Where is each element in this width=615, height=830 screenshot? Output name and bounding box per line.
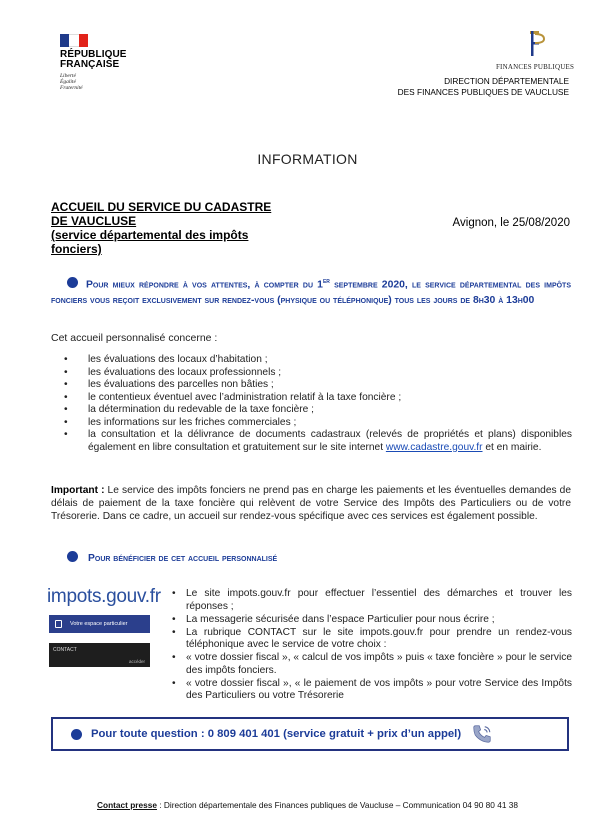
list-item: • La rubrique CONTACT sur le site impots.gouv.fr pour prendre un rendez-vous téléphonique avec le service de votre choix : [172, 627, 572, 652]
list-item [62, 429, 572, 454]
list-item: • La messagerie sécurisée dans l’espace Particulier pour nous écrire ; [172, 614, 572, 627]
important-note [51, 485, 571, 523]
contact-action: accéder [128, 659, 145, 664]
service-title [51, 200, 301, 256]
espace-particulier-button [49, 615, 150, 633]
service-title-line4: fonciers) [51, 242, 102, 256]
motto-fraternite: Fraternité [60, 85, 83, 91]
espace-particulier-label: Votre espace particulier [70, 621, 128, 627]
impots-gouv-logo: impots.gouv.fr [47, 586, 161, 607]
motto-egalite: Égalité [60, 79, 76, 85]
republic-name-line1: RÉPUBLIQUE [60, 49, 127, 60]
important-text: Le service des impôts fonciers ne prend pas en charge les paiements et les éventuelles demandes de délais de paiement de la taxe foncière qui relèvent de votre Service des Impôts des Particuliers ou de votre Trésorerie. Dans ce cadre, un accueil sur rendez-vous spécifique avec ces services est également possible. [51, 485, 571, 522]
direction-header [398, 76, 569, 98]
service-title-line2: DE VAUCLUSE [51, 214, 137, 228]
list-item: • les informations sur les friches commerciales ; [62, 417, 572, 430]
phone-icon [471, 723, 493, 745]
service-title-line1: ACCUEIL DU SERVICE DU CADASTRE [51, 200, 272, 214]
concern-last-text: la consultation et la délivrance de documents cadastraux (relevés de propriétés et plans) disponibles également en libre consultation et gratuitement sur le site internet [88, 429, 572, 453]
list-item: • la détermination du redevable de la taxe foncière ; [62, 404, 572, 417]
blue-bullet-icon [71, 729, 82, 740]
place-date: Avignon, le 25/08/2020 [452, 217, 570, 229]
important-label: Important : [51, 485, 105, 496]
announcement-text-start: Pour mieux répondre à vos attentes, à compter du 1 [86, 279, 323, 291]
list-item: • le contentieux éventuel avec l’administration relatif à la taxe foncière ; [62, 392, 572, 405]
contact-panel [49, 643, 150, 667]
finances-publiques-text: FINANCES PUBLIQUES [495, 63, 575, 71]
direction-line2: DES FINANCES PUBLIQUES DE VAUCLUSE [397, 87, 569, 97]
republique-francaise-logo [60, 34, 140, 91]
contact-ways-list [172, 588, 572, 703]
blue-bullet-icon [67, 277, 78, 288]
press-contact-text: : Direction départementale des Finances publiques de Vaucluse – Communication 04 90 80 41 38 [156, 800, 518, 810]
list-item: • les évaluations des locaux d’habitation ; [62, 354, 572, 367]
blue-bullet-icon [67, 551, 78, 562]
service-title-line3: (service départemental des impôts [51, 228, 249, 242]
french-flag-icon [60, 34, 88, 47]
republic-name-line2: FRANÇAISE [60, 59, 120, 70]
intro-text: Cet accueil personnalisé concerne : [51, 332, 218, 344]
subheading-text: Pour bénéficier de cet accueil personnalisé [88, 553, 278, 564]
press-contact-footer [0, 800, 615, 810]
concerns-list [62, 354, 572, 454]
cadastre-link[interactable]: www.cadastre.gouv.fr [385, 441, 483, 453]
announcement-text-end: septembre 2020, le service départemental des impôts fonciers vous reçoit exclusivement sur rendez-vous (physique ou téléphonique) tous les jours de 8h30 à 13h00 [51, 279, 572, 307]
subheading [67, 551, 277, 564]
direction-line1: DIRECTION DÉPARTEMENTALE [444, 76, 569, 86]
finances-publiques-logo [490, 28, 580, 71]
announcement-superscript: er [322, 278, 330, 285]
finances-publiques-mark-icon [522, 28, 548, 58]
list-item: • « votre dossier fiscal », « le paiement de vos impôts » pour votre Service des Impôts des Particuliers ou votre Trésorerie [172, 678, 572, 703]
question-text: Pour toute question : 0 809 401 401 (service gratuit + prix d’un appel) [91, 728, 462, 740]
list-item: • les évaluations des parcelles non bâties ; [62, 379, 572, 392]
question-box [51, 717, 569, 751]
list-item: • Le site impots.gouv.fr pour effectuer l’essentiel des démarches et trouver les réponses ; [172, 588, 572, 613]
list-item: • les évaluations des locaux professionnels ; [62, 367, 572, 380]
motto-liberte: Liberté [60, 73, 76, 79]
announcement [51, 274, 571, 309]
press-contact-label: Contact presse [97, 800, 157, 810]
lock-icon [55, 620, 62, 628]
contact-label: CONTACT [53, 647, 77, 653]
document-title: INFORMATION [257, 151, 358, 167]
concern-last-after: et en mairie. [482, 441, 542, 453]
list-item: • « votre dossier fiscal », « calcul de vos impôts » puis « taxe foncière » pour le service des impôts fonciers. [172, 652, 572, 677]
